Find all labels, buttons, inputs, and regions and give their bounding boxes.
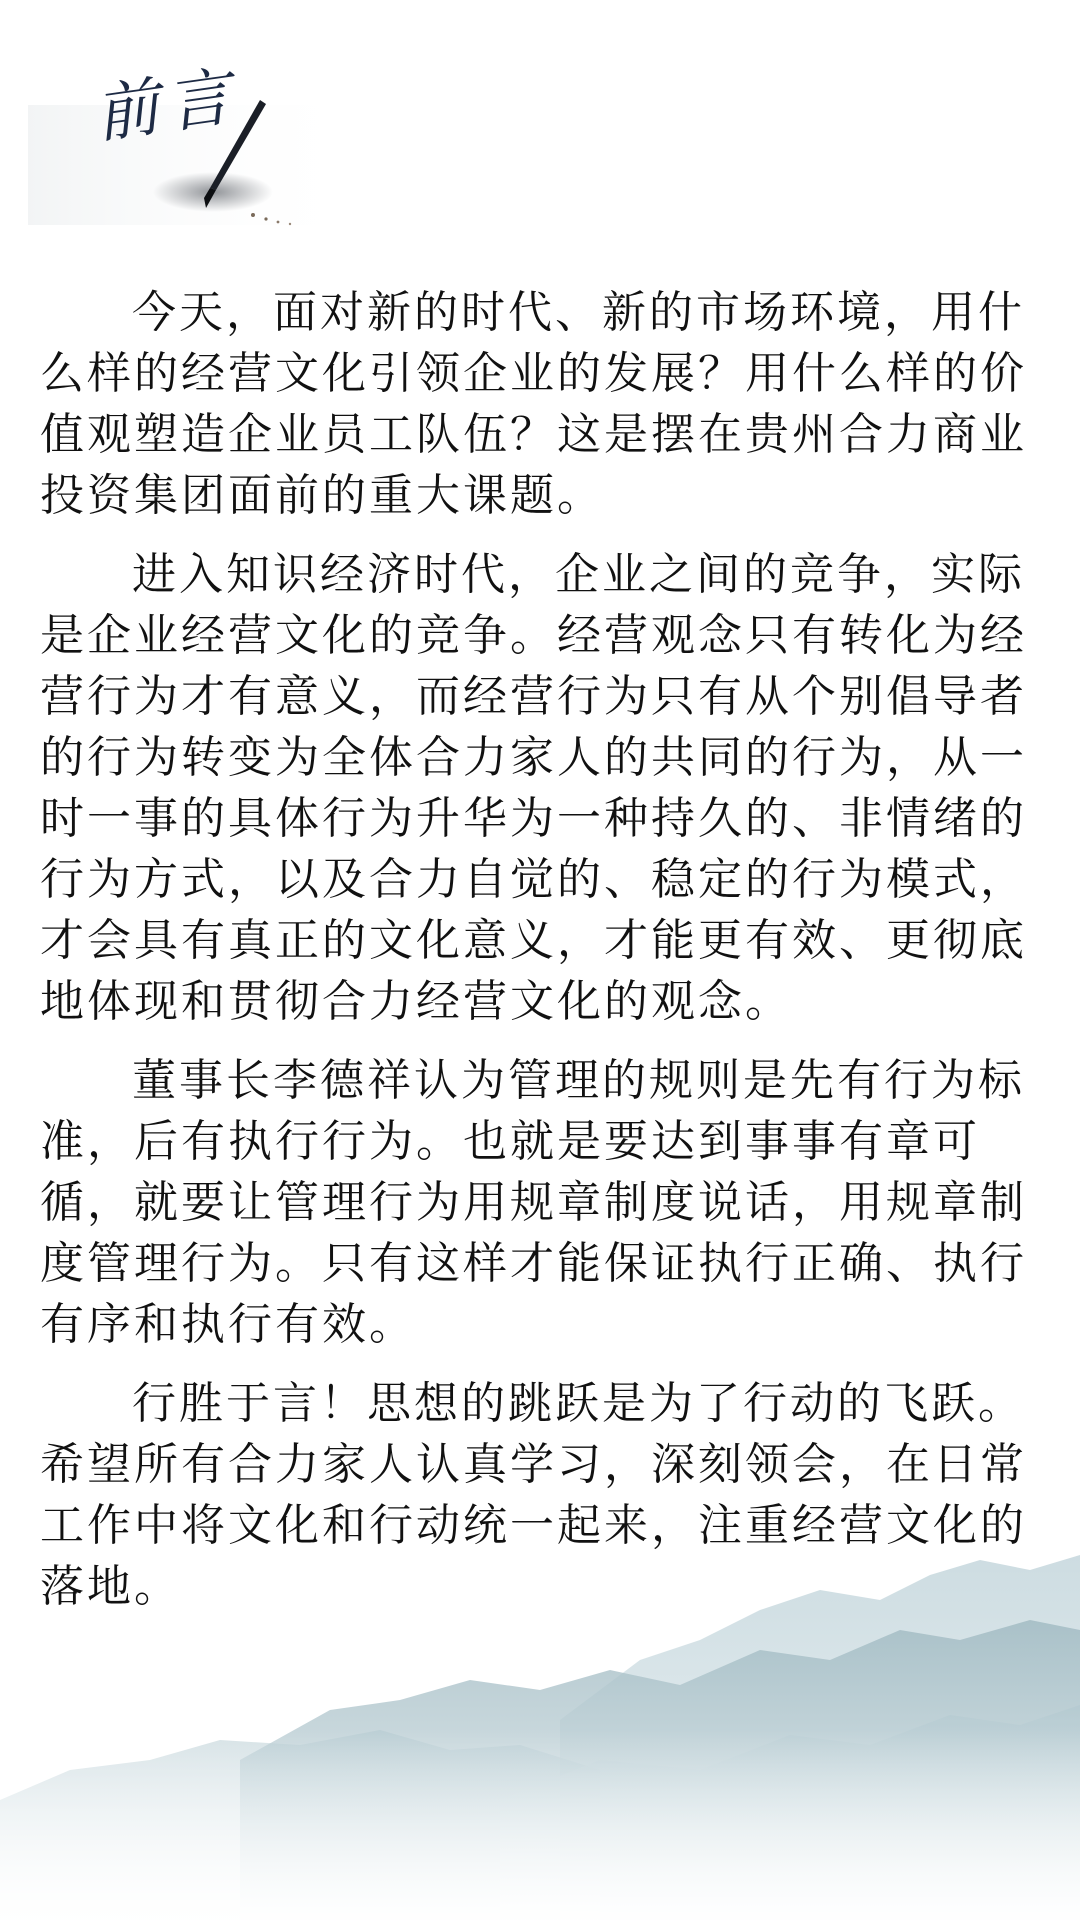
ink-dot xyxy=(277,221,280,224)
paragraph-4: 行胜于言！思想的跳跃是为了行动的飞跃。希望所有合力家人认真学习，深刻领会，在日常工作中将文化和行动统一起来，注重经营文化的落地。 xyxy=(40,1378,1027,1612)
paragraph-2: 进入知识经济时代，企业之间的竞争，实际是企业经营文化的竞争。经营观念只有转化为经营行为才有意义，而经营行为只有从个别倡导者的行为转变为全体合力家人的共同的行为，从一时一事的具体行为升华为一种持久的、非情绪的行为方式，以及合力自觉的、稳定的行为模式，才会具有真正的文化意义，才能更有效、更彻底地体现和贯彻合力经营文化的观念。 xyxy=(40,549,1027,1027)
preface-body xyxy=(40,282,1060,1635)
brush-calligraphy-header xyxy=(28,40,388,240)
paragraph-3: 董事长李德祥认为管理的规则是先有行为标准，后有执行行为。也就是要达到事事有章可循，就要让管理行为用规章制度说话，用规章制度管理行为。只有这样才能保证执行正确、执行有序和执行有效。 xyxy=(40,1055,1027,1350)
ink-dot xyxy=(289,223,291,225)
header-title: 前言 xyxy=(90,59,244,153)
ink-dot xyxy=(264,217,267,220)
mist-overlay xyxy=(0,1730,1080,1920)
paragraph-1: 今天，面对新的时代、新的市场环境，用什么样的经营文化引领企业的发展？用什么样的价值观塑造企业员工队伍？这是摆在贵州合力商业投资集团面前的重大课题。 xyxy=(40,287,1027,521)
ink-dot xyxy=(251,213,255,217)
